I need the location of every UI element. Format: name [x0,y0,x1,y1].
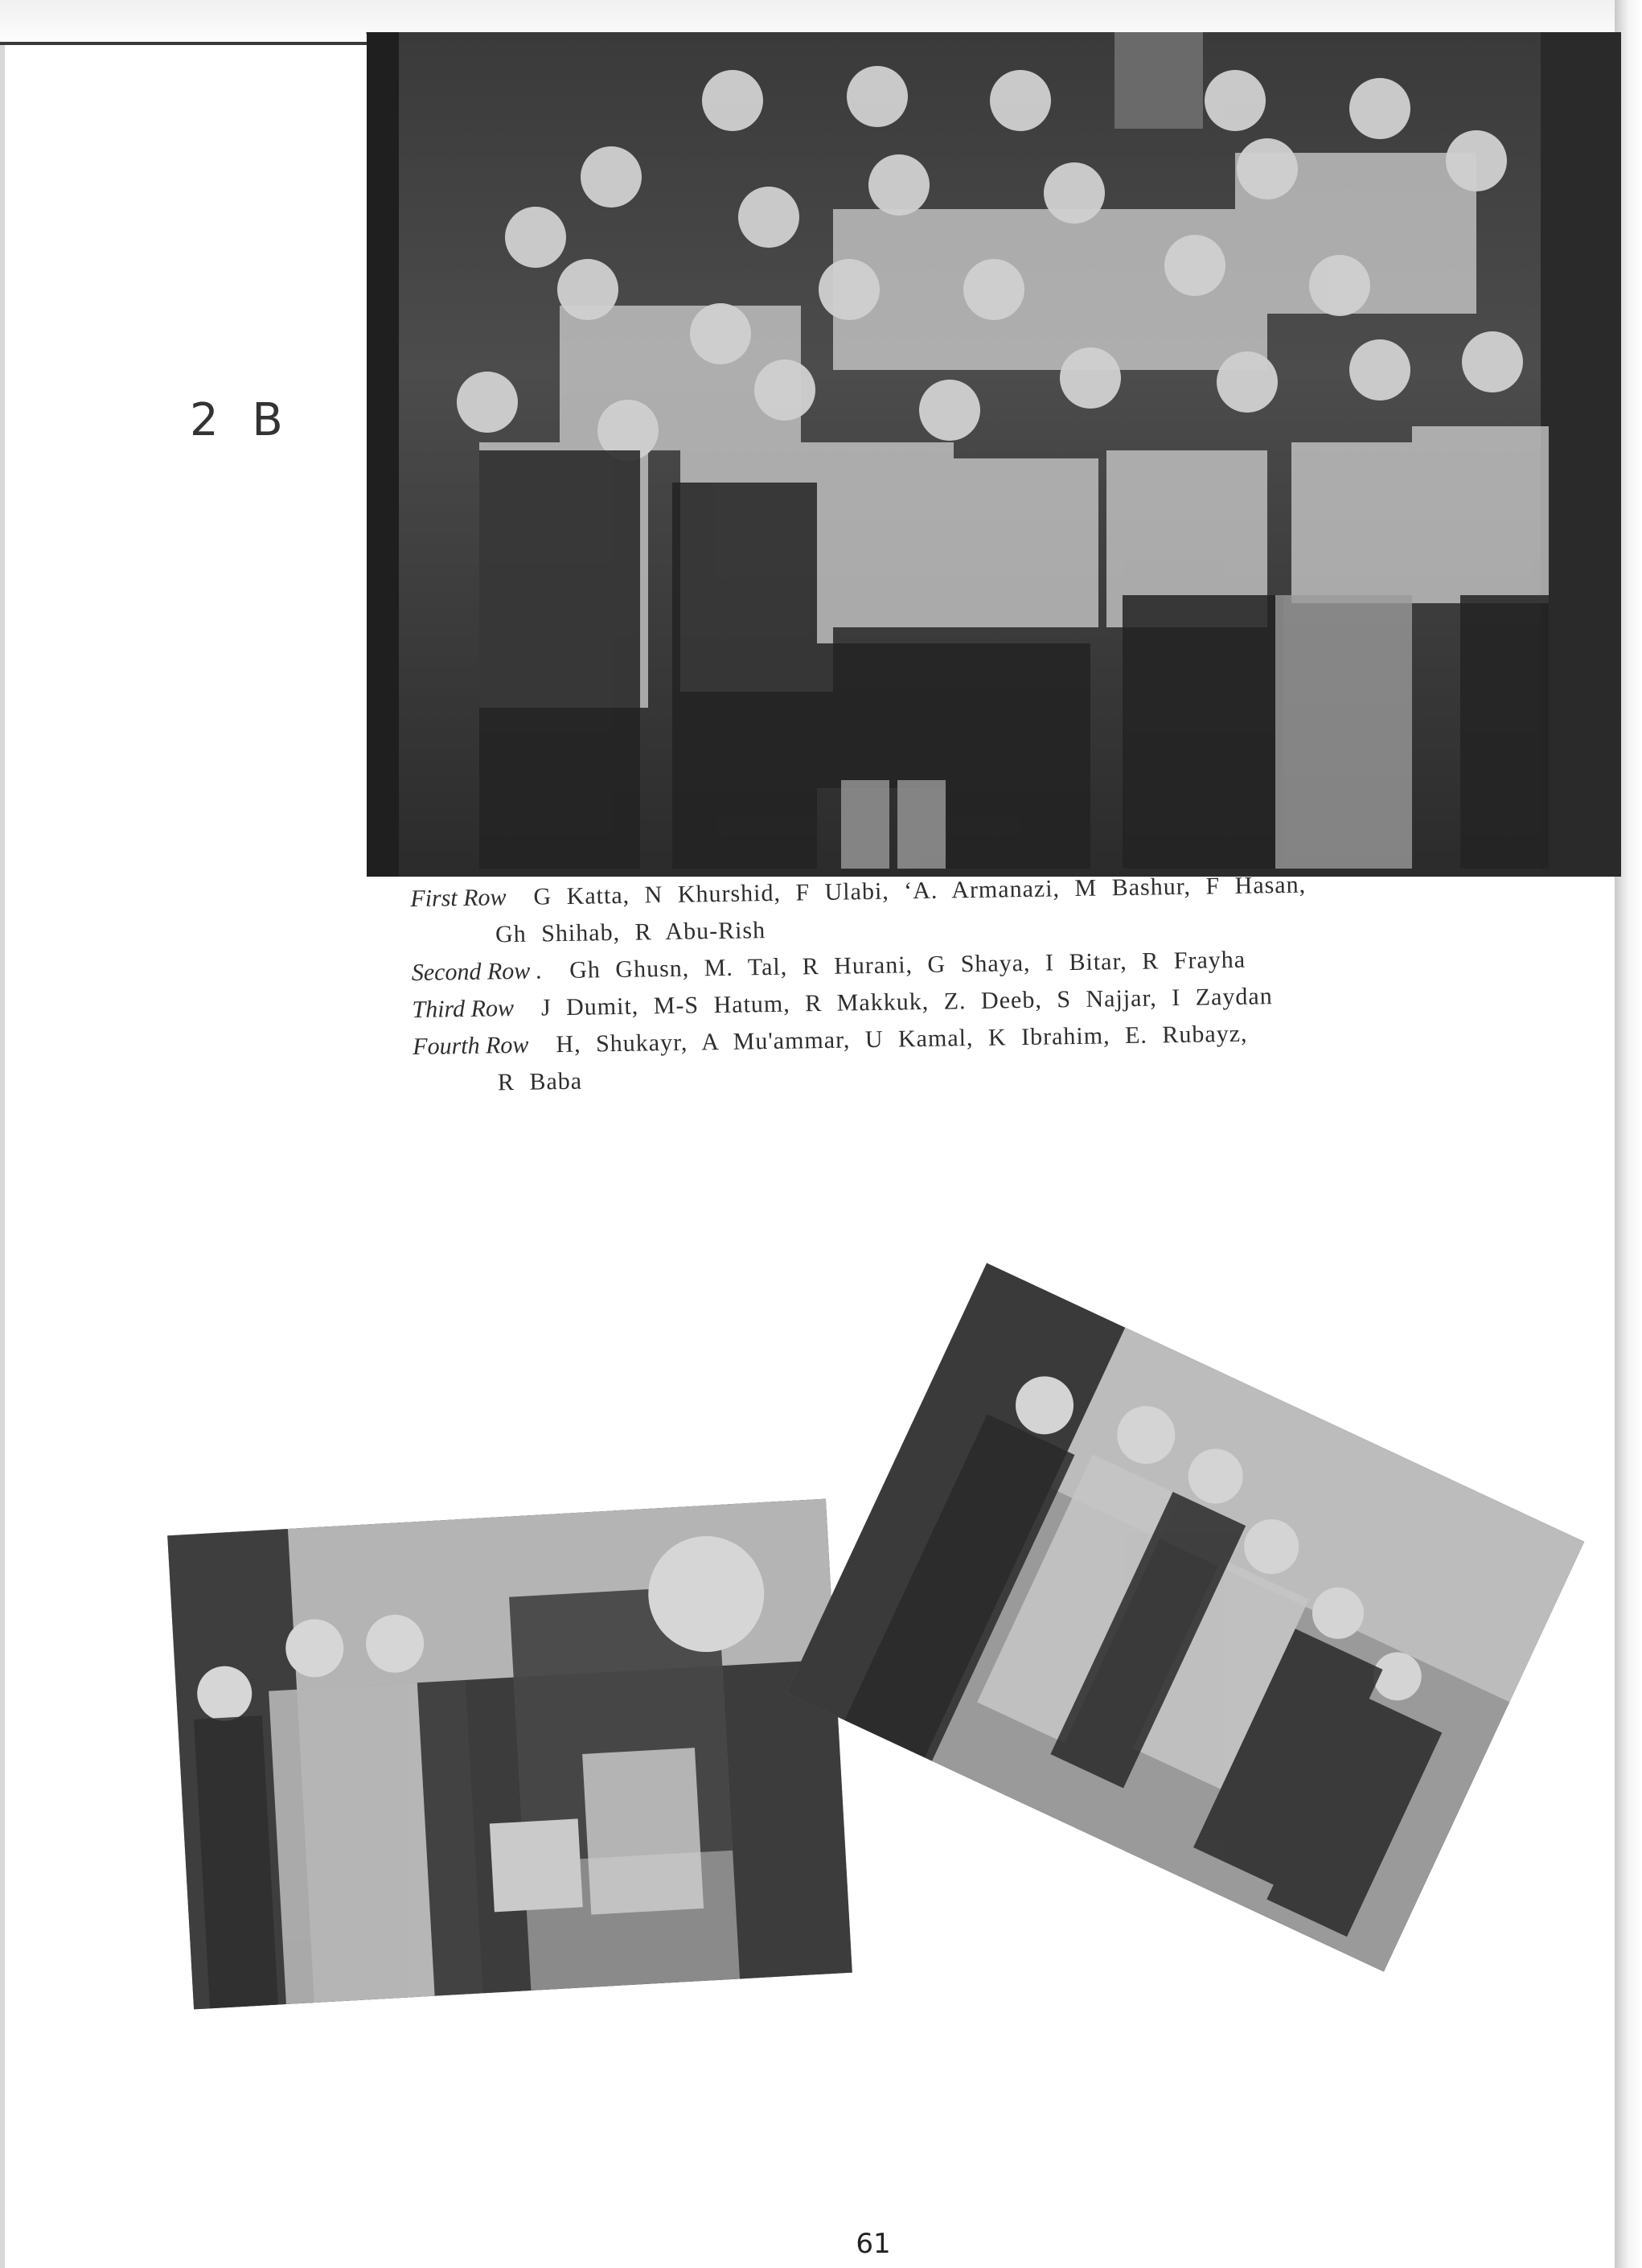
row-names: Gh Ghusn, M. Tal, R Hurani, G Shaya, I Bitar, R Frayha [569,946,1246,984]
row-label: Third Row [412,994,515,1023]
scan-left-edge [0,45,5,2268]
row-label: Fourth Row [412,1031,529,1060]
row-names: Gh Shihab, R Abu-Rish [495,917,766,948]
photo-caption [410,862,1596,1138]
row-names: R Baba [497,1067,583,1096]
scan-edge-line [0,42,370,45]
page-number: 61 [856,2228,891,2260]
snapshot-photo-right [786,1263,1585,1971]
class-group-photo [367,32,1621,877]
class-section-label: 2 B [190,394,293,446]
row-label: First Row [410,884,507,912]
row-names: G Katta, N Khurshid, F Ulabi, ‘A. Armanazi, M Bashur, F Hasan, [533,871,1307,910]
row-names: H, Shukayr, A Mu'ammar, U Kamal, K Ibrahim, E. Rubayz, [556,1020,1248,1058]
row-label: Second Row . [411,957,543,986]
row-names: J Dumit, M-S Hatum, R Makkuk, Z. Deeb, S Najjar, I Zaydan [540,983,1273,1021]
snapshot-photo-left [167,1499,852,2010]
